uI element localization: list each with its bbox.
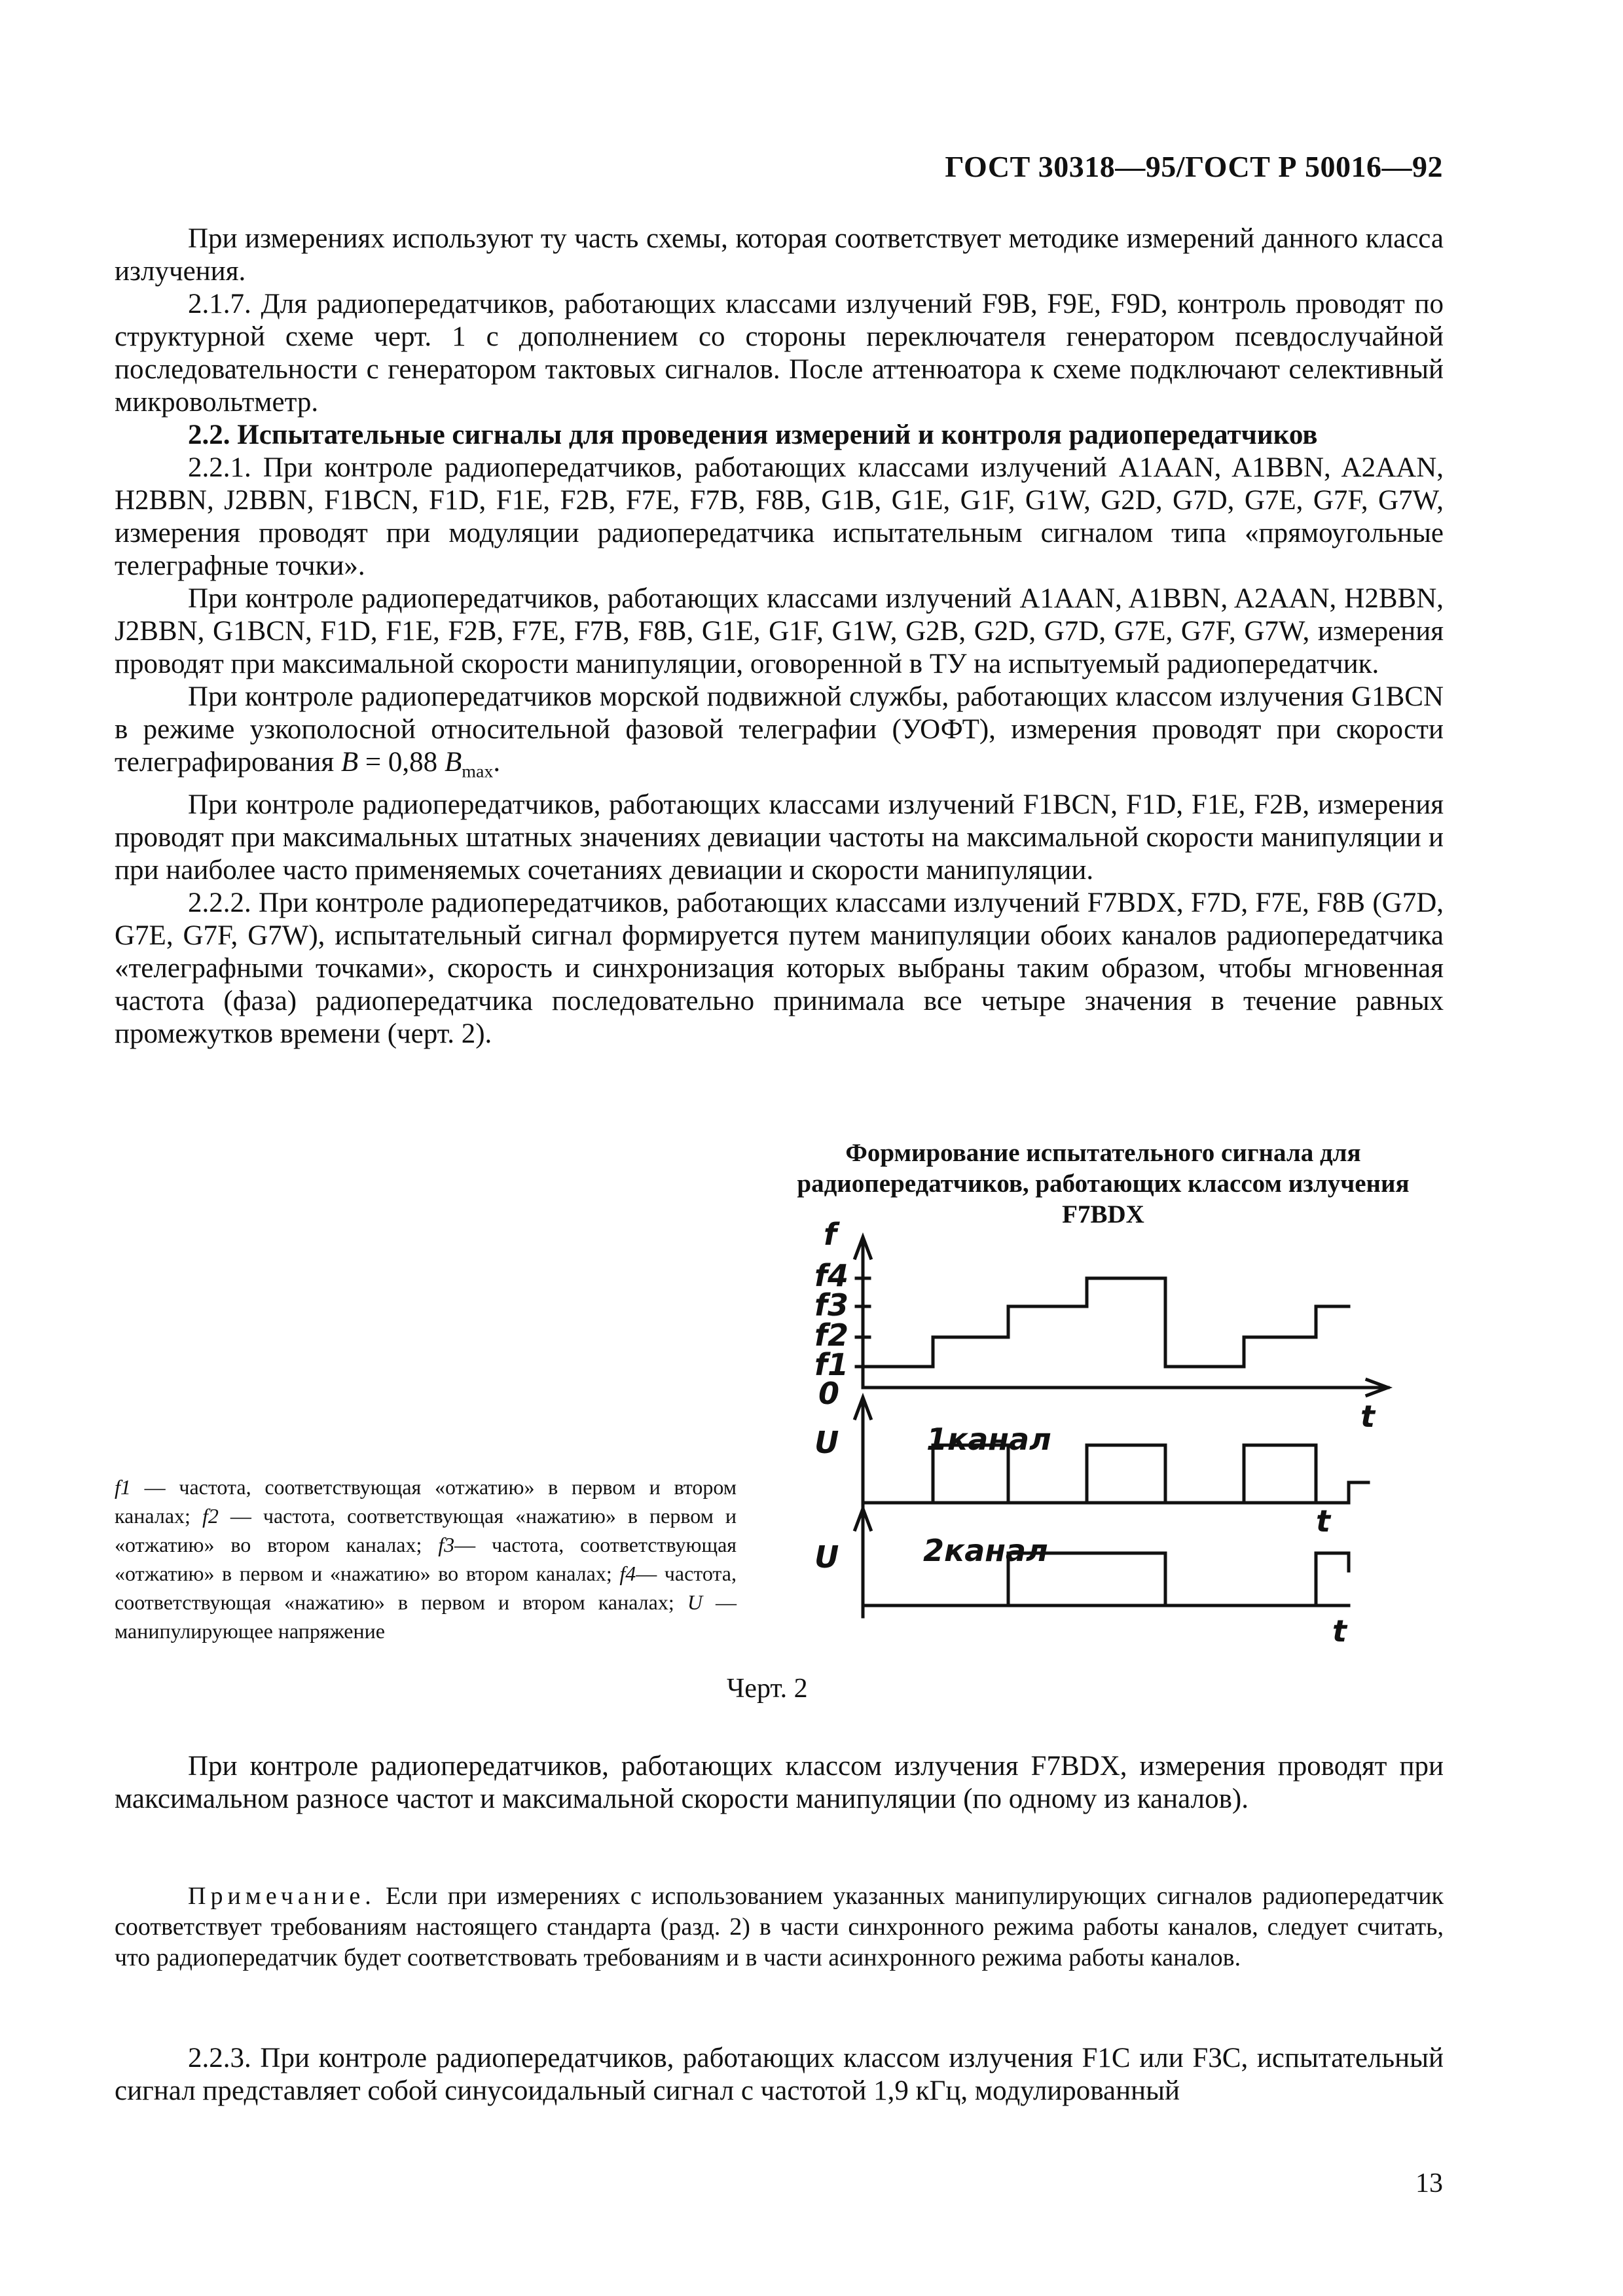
label-u2: U	[814, 1539, 839, 1575]
note-paragraph	[115, 1881, 1444, 1973]
label-f4: f4	[814, 1258, 849, 1293]
label-zero: 0	[818, 1376, 840, 1411]
legend-symbol: f4	[619, 1562, 636, 1585]
label-f1: f1	[814, 1347, 849, 1382]
page-number: 13	[1415, 2168, 1443, 2198]
paragraph: 2.2.2. При контроле радиопередатчиков, работающих классами излучений F7BDX, F7D, F7E, F8B (G7D, G7E, G7F, G7W), испытательный сигнал формируется путем манипуляции обоих каналов радиопередатчика «телеграфными точками», скорость и синхронизация которых выбраны таким образом, чтобы мгновенная частота (фаза) радиопередатчика последовательно принимала все четыре значения в течение равных промежутков времени (черт. 2).	[115, 887, 1444, 1049]
legend-text: — манипулирующее напряжение	[115, 1590, 737, 1643]
note	[115, 1881, 1444, 1973]
legend-symbol: f1	[115, 1475, 131, 1499]
main-text	[115, 223, 1444, 1050]
legend-symbol: U	[687, 1590, 702, 1614]
figure-legend	[115, 1473, 737, 1645]
legend-symbol: f2	[202, 1504, 219, 1528]
final-text	[115, 2042, 1444, 2108]
formula-rhs: B	[444, 747, 462, 778]
formula-sub: max	[462, 761, 494, 782]
after-figure-text	[115, 1750, 1444, 1816]
paragraph-with-formula	[115, 681, 1444, 789]
paragraph: 2.2.3. При контроле радиопередатчиков, работающих классом излучения F1C или F3C, испытательный сигнал представляет собой синусоидальный сигнал с частотой 1,9 кГц, модулированный	[115, 2043, 1444, 2106]
timing-diagram	[799, 1217, 1401, 1662]
label-f: f	[824, 1217, 837, 1252]
paragraph: При контроле радиопередатчиков, работающих классами излучений F1BCN, F1D, F1E, F2B, измерения проводят при максимальных штатных значениях девиации частоты на максимальной скорости манипуляции и при наиболее часто применяемых сочетаниях девиации и скорости манипуляции.	[115, 789, 1444, 886]
note-label: Примечание.	[188, 1882, 376, 1910]
frequency-waveform	[869, 1278, 1349, 1367]
legend-text: — частота, соответствующая «отжатию» в первом и «нажатию» во втором каналах;	[115, 1533, 737, 1585]
formula-eq: = 0,88	[358, 747, 445, 778]
label-u1: U	[814, 1425, 839, 1460]
paragraph: 2.2.1. При контроле радиопередатчиков, работающих классами излучений A1AAN, A1BBN, A2AAN, H2BBN, J2BBN, F1BCN, F1D, F1E, F2B, F7E, F7B, F8B, G1B, G1E, G1F, G1W, G2D, G7D, G7E, G7F, G7W, измерения проводят при модуляции радиопередатчика испытательным сигналом типа «прямоугольные телеграфные точки».	[115, 452, 1444, 581]
legend-symbol: f3	[438, 1533, 455, 1556]
formula-lhs: B	[340, 747, 359, 778]
label-t3: t	[1332, 1613, 1347, 1649]
label-channel-2: 2канал	[923, 1533, 1048, 1568]
legend-text: — частота, соответствующая «нажатию» в первом и втором каналах;	[115, 1562, 737, 1614]
figure-caption: Черт. 2	[727, 1674, 808, 1704]
label-t2: t	[1316, 1503, 1330, 1539]
paragraph: При измерениях используют ту часть схемы, которая соответствует методике измерений данного класса излучения.	[115, 223, 1444, 287]
note-text: Если при измерениях с использованием указанных манипулирующих сигналов радиопередатчик соответствует требованиям настоящего стандарта (разд. 2) в части синхронного режима работы каналов, следует считать, что радиопередатчик будет соответствовать требованиям и в части асинхронного режима работы каналов.	[115, 1882, 1444, 1971]
paragraph: При контроле радиопередатчиков, работающих классом излучения F7BDX, измерения проводят при максимальном разносе частот и максимальной скорости манипуляции (по одному из каналов).	[115, 1751, 1444, 1814]
paragraph: 2.1.7. Для радиопередатчиков, работающих классами излучений F9B, F9E, F9D, контроль проводят по структурной схеме черт. 1 с дополнением со стороны переключателя генератором псевдослучайной последовательности с генератором тактовых сигналов. После аттенюатора к схеме подключают селективный микровольтметр.	[115, 289, 1444, 418]
document-header: ГОСТ 30318—95/ГОСТ Р 50016—92	[945, 150, 1443, 183]
label-t1: t	[1360, 1399, 1375, 1434]
paragraph-text: При контроле радиопередатчиков морской подвижной службы, работающих классом излучения G1BCN в режиме узкополосной относительной фазовой телеграфии (УОФТ), измерения проводят при скорости телеграфирования	[115, 681, 1444, 778]
label-channel-1: 1канал	[926, 1422, 1051, 1457]
formula-end: .	[493, 747, 501, 778]
section-heading: 2.2. Испытательные сигналы для проведения измерений и контроля радиопередатчиков	[188, 420, 1318, 450]
legend-text: — частота, соответствующая «отжатию» в первом и втором каналах;	[115, 1475, 737, 1528]
legend-text: — частота, соответствующая «нажатию» в первом и «отжатию» во втором каналах;	[115, 1504, 737, 1556]
figure-title: Формирование испытательного сигнала для радиопередатчиков, работающих классом излучения F7BDX	[797, 1139, 1410, 1229]
label-f2: f2	[814, 1318, 849, 1353]
label-f3: f3	[814, 1287, 849, 1323]
paragraph: При контроле радиопередатчиков, работающих классами излучений A1AAN, A1BBN, A2AAN, H2BBN, J2BBN, G1BCN, F1D, F1E, F2B, F7E, F7B, F8B, G1E, G1F, G1W, G2B, G2D, G7D, G7E, G7F, G7W, измерения проводят при максимальной скорости манипуляции, оговоренной в ТУ на испытуемый радиопередатчик.	[115, 583, 1444, 679]
